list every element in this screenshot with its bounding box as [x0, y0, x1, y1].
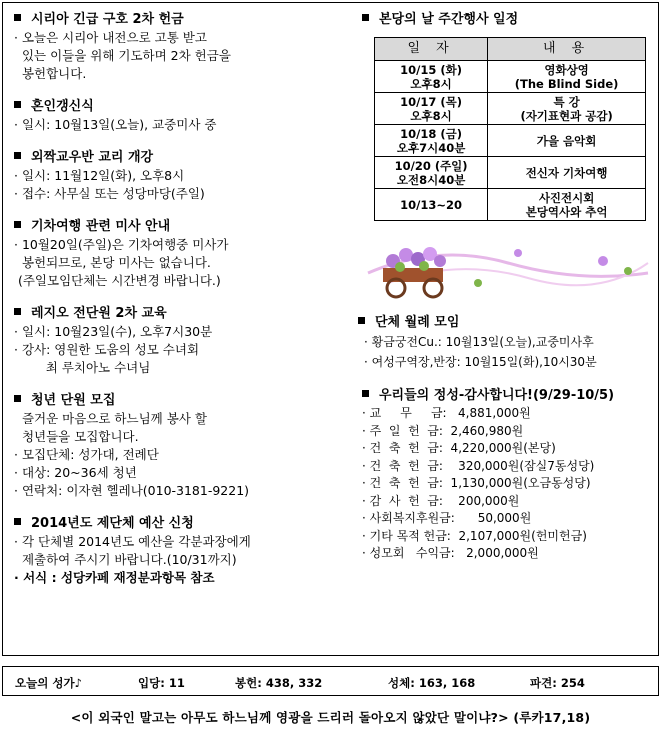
bullet-icon [362, 14, 369, 21]
thanks-section [358, 386, 658, 563]
left-column [14, 10, 344, 601]
group-meeting-line: · 황금궁전Cu.: 10월13일(오늘),교중미사후 [364, 335, 594, 349]
notice-line: · 각 단체별 2014년도 예산을 각분과장에게 [14, 534, 251, 549]
notice-line: 즐거운 마음으로 하느님께 봉사 할 [14, 411, 207, 426]
schedule-header-content: 내 용 [488, 38, 646, 61]
notice-section [14, 304, 344, 377]
stat-offertory: 봉헌: 438, 332 [235, 676, 323, 690]
schedule-content: 영화상영 (The Blind Side) [488, 61, 646, 93]
notice-line: 청년들을 모집합니다. [14, 429, 139, 444]
notice-line: · 모집단체: 성가대, 전례단 [14, 447, 159, 462]
notice-line-bold: · 서식 : 성당카페 재정분과항목 참조 [14, 570, 215, 585]
stat-seats: 입당: 11 [138, 676, 185, 690]
notice-section [14, 10, 344, 83]
schedule-date: 10/18 (금) 오후7시40분 [375, 125, 488, 157]
schedule-row [375, 189, 646, 221]
schedule-content: 전신자 기차여행 [488, 157, 646, 189]
offering-line: · 건 축 헌 금: 1,130,000원(오금동성당) [362, 476, 591, 490]
notice-section [14, 217, 344, 290]
offering-line: · 성모회 수익금: 2,000,000원 [362, 546, 539, 560]
notice-line: 봉헌합니다. [14, 66, 87, 81]
notice-title: 2014년도 제단체 예산 신청 [14, 514, 344, 533]
schedule-row [375, 61, 646, 93]
notice-title: 기차여행 관련 미사 안내 [14, 217, 344, 236]
right-column [358, 10, 658, 577]
notice-line: · 대상: 20~36세 청년 [14, 465, 137, 480]
flower-cart-icon [358, 233, 658, 303]
notice-line: · 10월20일(주일)은 기차여행중 미사가 [14, 237, 229, 252]
schedule-row [375, 157, 646, 189]
stat-dismissal: 파견: 254 [530, 676, 585, 690]
group-meeting-section [358, 313, 658, 372]
schedule-header-date: 일 자 [375, 38, 488, 61]
gospel-quote: <이 외국인 말고는 아무도 하느님께 영광을 드리러 돌아오지 않았단 말이냐?> (루카17,18) [70, 710, 591, 725]
offering-line: · 기타 목적 헌금: 2,107,000원(헌미헌금) [362, 528, 587, 543]
notice-line: (주일모임단체는 시간변경 바랍니다.) [14, 273, 221, 288]
schedule-date: 10/17 (목) 오후8시 [375, 93, 488, 125]
offering-line: · 감 사 헌 금: 200,000원 [362, 493, 520, 508]
notice-line: · 연락처: 이자현 헬레나(010-3181-9221) [14, 483, 250, 498]
schedule-date: 10/13~20 [375, 189, 488, 221]
schedule-row [375, 93, 646, 125]
schedule-row [375, 125, 646, 157]
bullet-icon [358, 317, 365, 324]
notice-title: 혼인갱신식 [14, 97, 344, 116]
bullet-icon [14, 518, 21, 525]
bullet-icon [362, 390, 369, 397]
notice-line: · 강사: 영원한 도움의 성모 수녀회 [14, 342, 200, 357]
notice-line: · 일시: 10월23일(수), 오후7시30분 [14, 324, 213, 339]
schedule-title: 본당의 날 주간행사 일정 [362, 10, 658, 29]
notice-title: 시리아 긴급 구호 2차 헌금 [14, 10, 344, 29]
offering-line: · 건 축 헌 금: 4,220,000원(본당) [362, 441, 556, 455]
notice-section [14, 391, 344, 500]
schedule-table [374, 37, 646, 221]
bullet-icon [14, 101, 21, 108]
stat-communion: 성체: 163, 168 [388, 676, 476, 690]
notice-line: · 일시: 11월12일(화), 오후8시 [14, 168, 185, 183]
bullet-icon [14, 152, 21, 159]
thanks-title: 우리들의 정성-감사합니다!(9/29-10/5) [362, 386, 658, 405]
group-meeting-line: · 여성구역장,반장: 10월15일(화),10시30분 [364, 355, 597, 369]
notice-title: 외짝교우반 교리 개강 [14, 148, 344, 167]
notice-section [14, 514, 344, 587]
notice-line: 봉헌되므로, 본당 미사는 없습니다. [14, 255, 211, 270]
flower-cart-illustration [358, 233, 658, 303]
bullet-icon [14, 221, 21, 228]
schedule-content: 가을 음악회 [488, 125, 646, 157]
offering-line: · 사회복지후원금: 50,000원 [362, 511, 532, 525]
bullet-icon [14, 395, 21, 402]
bullet-icon [14, 14, 21, 21]
notice-line: 있는 이들을 위해 기도하며 2차 헌금을 [14, 48, 231, 63]
notice-line: · 오늘은 시리아 내전으로 고통 받고 [14, 30, 207, 45]
notice-section [14, 148, 344, 203]
notice-line: 최 루치아노 수녀님 [14, 360, 151, 375]
notice-title: 청년 단원 모집 [14, 391, 344, 410]
mass-stats-bar [2, 666, 659, 696]
schedule-content: 사진전시회 본당역사와 추억 [488, 189, 646, 221]
hymn-label: 오늘의 성가♪ [15, 676, 82, 690]
bullet-icon [14, 308, 21, 315]
offering-line: · 건 축 헌 금: 320,000원(잠실7동성당) [362, 458, 595, 473]
group-meeting-title: 단체 월례 모임 [358, 313, 658, 332]
notice-section [14, 97, 344, 134]
notice-line: · 일시: 10월13일(오늘), 교중미사 중 [14, 117, 217, 132]
notice-line: · 접수: 사무실 또는 성당마당(주일) [14, 186, 205, 201]
schedule-content: 특 강 (자기표현과 공감) [488, 93, 646, 125]
notice-line: 제출하여 주시기 바랍니다.(10/31까지) [14, 552, 237, 567]
schedule-date: 10/15 (화) 오후8시 [375, 61, 488, 93]
offering-line: · 교 무 금: 4,881,000원 [362, 406, 531, 420]
schedule-date: 10/20 (주일) 오전8시40분 [375, 157, 488, 189]
offering-line: · 주 일 헌 금: 2,460,980원 [362, 423, 524, 438]
notice-title: 레지오 전단원 2차 교육 [14, 304, 344, 323]
